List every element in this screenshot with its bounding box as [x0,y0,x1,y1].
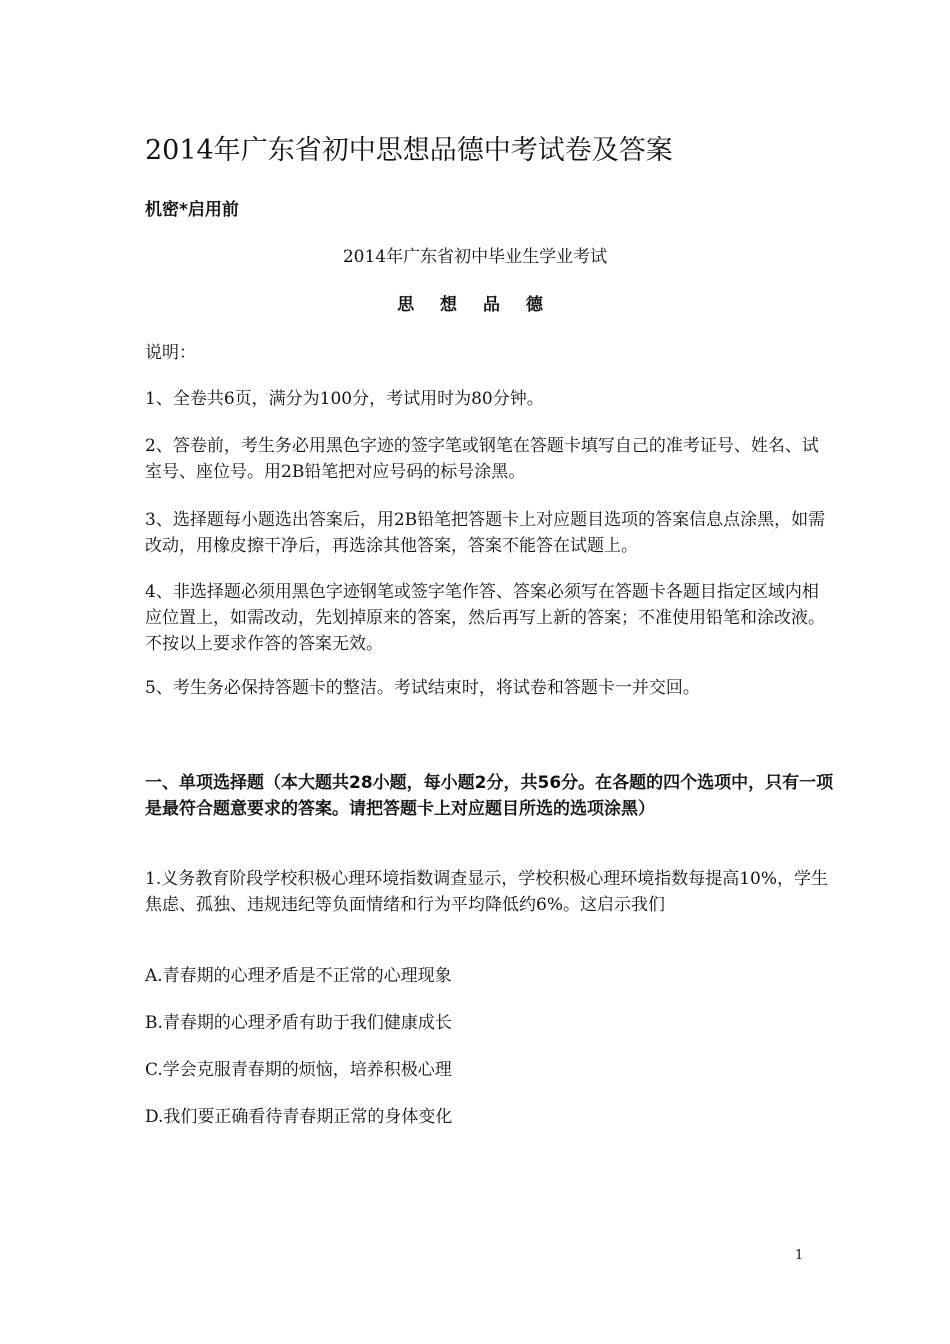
instructions-heading: 说明： [145,343,196,363]
instruction-item-2: 2、答卷前，考生务必用黑色字迹的签字笔或钢笔在答题卡填写自己的准考证号、姓名、试室号、座位号。用2B铅笔把对应号码的标号涂黑。 [145,436,819,482]
instruction-item-4: 4、非选择题必须用黑色字迹钢笔或签字笔作答、答案必须写在答题卡各题目指定区域内相应位置上，如需改动，先划掉原来的答案，然后再写上新的答案；不准使用铅笔和涂改液。不按以上要求作答的答案无效。 [145,582,825,654]
page-number: 1 [795,1248,804,1263]
question-1-option-a: A.青春期的心理矛盾是不正常的心理现象 [145,966,452,986]
instruction-item-5: 5、考生务必保持答题卡的整洁。考试结束时，将试卷和答题卡一并交回。 [145,678,700,698]
section-1-heading: 一、单项选择题（本大题共28小题，每小题2分，共56分。在各题的四个选项中，只有一项是最符合题意要求的答案。请把答题卡上对应题目所选的选项涂黑） [145,773,834,819]
question-1-option-d: D.我们要正确看待青春期正常的身体变化 [145,1107,453,1127]
instruction-item-1: 1、全卷共6页，满分为100分，考试用时为80分钟。 [145,389,544,409]
exam-name: 2014年广东省初中毕业生学业考试 [342,247,608,267]
question-1-stem: 1.义务教育阶段学校积极心理环境指数调查显示，学校积极心理环境指数每提高10%，学生焦虑、孤独、违规违纪等负面情绪和行为平均降低约6%。这启示我们 [145,869,829,915]
document-title: 2014年广东省初中思想品德中考试卷及答案 [145,135,673,166]
confidential-label: 机密*启用前 [145,200,239,220]
question-1-option-c: C.学会克服青春期的烦恼，培养积极心理 [145,1060,452,1080]
question-1-option-b: B.青春期的心理矛盾有助于我们健康成长 [145,1013,452,1033]
instruction-item-3: 3、选择题每小题选出答案后，用2B铅笔把答题卡上对应题目选项的答案信息点涂黑，如需改动，用橡皮擦干净后，再选涂其他答案，答案不能答在试题上。 [145,510,826,556]
subject-title: 思 想 品 德 [397,295,553,315]
